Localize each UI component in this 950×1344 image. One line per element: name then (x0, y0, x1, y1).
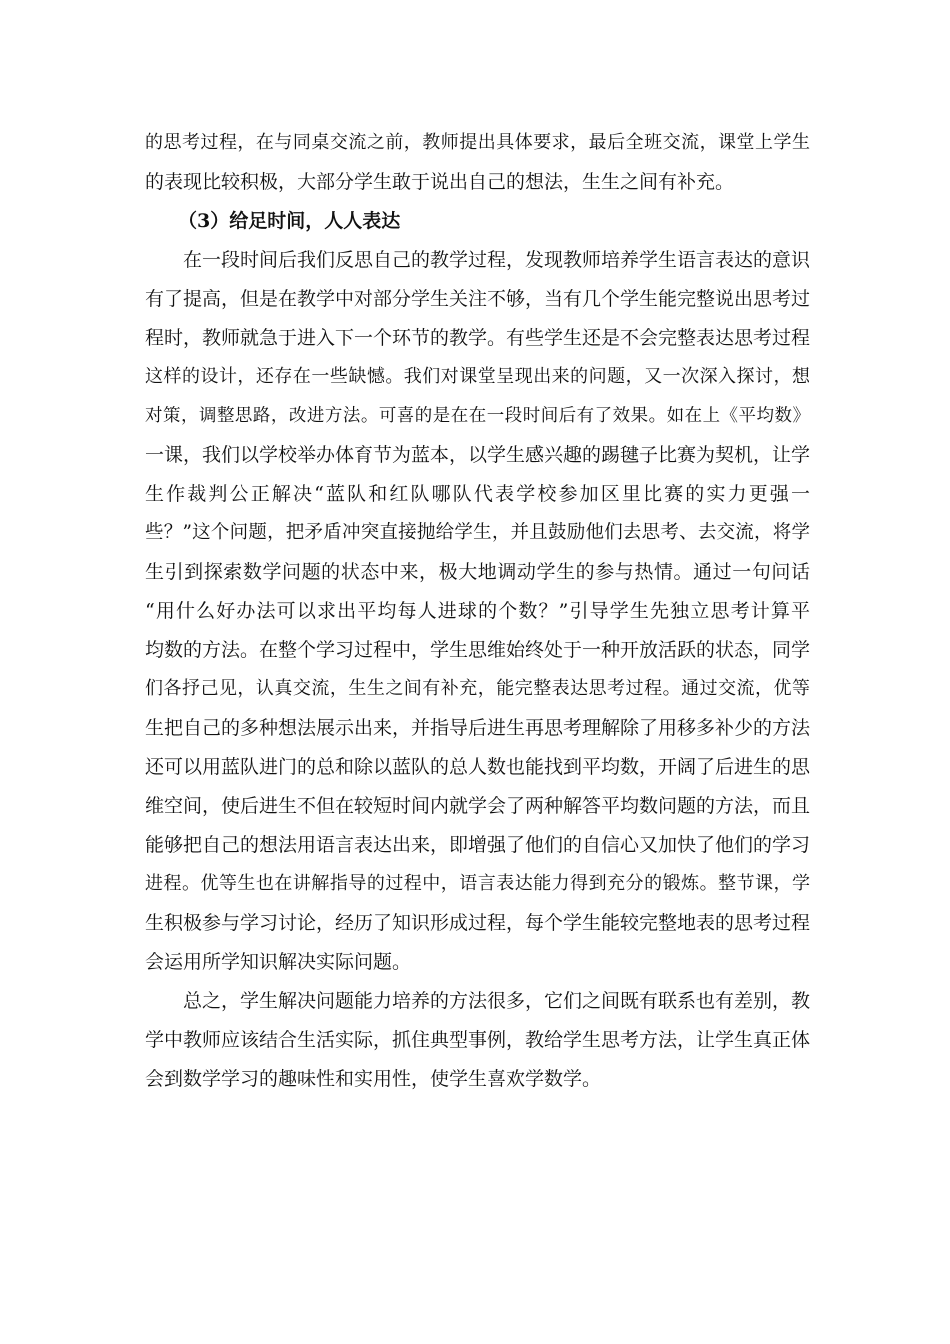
body-text-line: 会到数学学习的趣味性和实用性，使学生喜欢学数学。 (145, 1068, 602, 1090)
body-text-line: 的思考过程，在与同桌交流之前，教师提出具体要求，最后全班交流，课堂上学生 (145, 132, 810, 153)
body-text-line: 在一段时间后我们反思自己的教学过程，发现教师培养学生语言表达的意识 (183, 249, 810, 271)
body-text-line: 生把自己的多种想法展示出来，并指导后进生再思考理解除了用移多补少的方法 (145, 717, 810, 739)
body-text-line: 一课，我们以学校举办体育节为蓝本，以学生感兴趣的踢毽子比赛为契机，让学 (145, 444, 810, 466)
body-text-line: 们各抒己见，认真交流，生生之间有补充，能完整表达思考过程。通过交流，优等 (145, 678, 810, 699)
body-text-line: 进程。优等生也在讲解指导的过程中，语言表达能力得到充分的锻炼。整节课，学 (145, 873, 810, 894)
body-text-line: 生积极参与学习讨论，经历了知识形成过程，每个学生能较完整地表的思考过程 (145, 912, 810, 934)
body-text-line: 能够把自己的想法用语言表达出来，即增强了他们的自信心又加快了他们的学习 (145, 834, 810, 856)
body-text-line: 总之，学生解决问题能力培养的方法很多，它们之间既有联系也有差别，教 (183, 990, 810, 1012)
body-text-line: 对策，调整思路，改进方法。可喜的是在在一段时间后有了效果。如在上《平均数》 (145, 406, 810, 426)
body-text-line: “用什么好办法可以求出平均每人进球的个数？”引导学生先独立思考计算平 (145, 600, 810, 622)
body-text-line: 生引到探索数学问题的状态中来，极大地调动学生的参与热情。通过一句问话 (145, 561, 810, 583)
body-text-line: 还可以用蓝队进门的总和除以蓝队的总人数也能找到平均数，开阔了后进生的思 (145, 756, 810, 778)
body-text-line: 学中教师应该结合生活实际，抓住典型事例，教给学生思考方法，让学生真正体 (145, 1029, 810, 1051)
body-text-line: 些？”这个问题，把矛盾冲突直接抛给学生，并且鼓励他们去思考、去交流，将学 (145, 522, 810, 543)
body-text-line: 生作裁判公正解决“蓝队和红队哪队代表学校参加区里比赛的实力更强一 (145, 483, 810, 505)
body-text-line: 会运用所学知识解决实际问题。 (145, 951, 412, 973)
body-text-line: 有了提高，但是在教学中对部分学生关注不够，当有几个学生能完整说出思考过 (145, 288, 810, 310)
body-text-line: 维空间，使后进生不但在较短时间内就学会了两种解答平均数问题的方法，而且 (145, 795, 810, 817)
body-text-line: 程时，教师就急于进入下一个环节的教学。有些学生还是不会完整表达思考过程 (145, 327, 810, 349)
body-text-line: 这样的设计，还存在一些缺憾。我们对课堂呈现出来的问题，又一次深入探讨，想 (145, 366, 810, 387)
body-text-line: 均数的方法。在整个学习过程中，学生思维始终处于一种开放活跃的状态，同学 (145, 639, 810, 661)
section-heading: （3）给足时间，人人表达 (178, 210, 401, 232)
body-text-line: 的表现比较积极，大部分学生敢于说出自己的想法，生生之间有补充。 (145, 171, 735, 193)
